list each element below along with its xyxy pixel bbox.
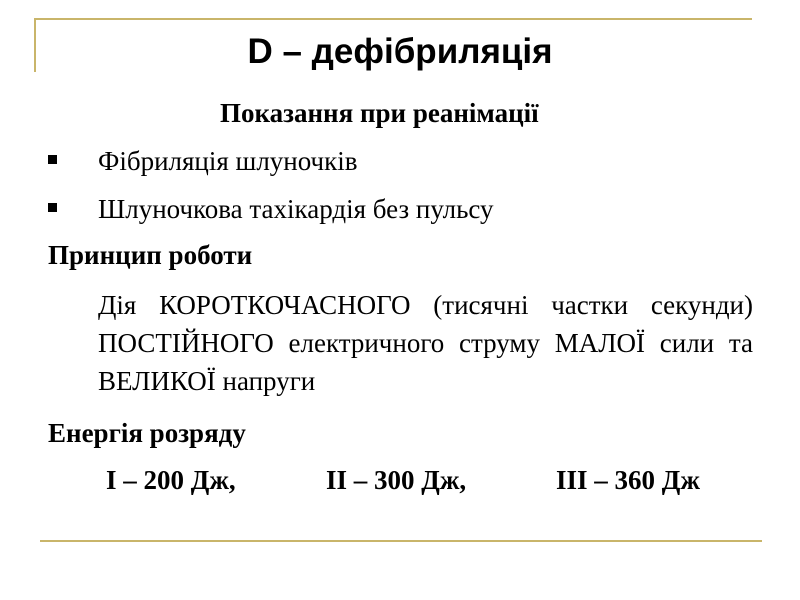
energy-heading: Енергія розряду — [48, 418, 246, 448]
indications-heading: Показання при реанімації — [220, 98, 539, 128]
bullet-item-text: Шлуночкова тахікардія без пульсу — [98, 194, 494, 224]
bottom-rule — [40, 540, 762, 542]
square-bullet-icon — [48, 203, 57, 212]
principle-heading: Принцип роботи — [48, 240, 253, 270]
energy-level-1: I – 200 Дж, — [106, 465, 236, 495]
square-bullet-icon — [48, 155, 57, 164]
top-rule-horizontal — [34, 18, 752, 20]
energy-level-2: II – 300 Дж, — [326, 465, 467, 495]
bullet-item-text: Фібриляція шлуночків — [98, 146, 358, 176]
energy-level-3: III – 360 Дж — [556, 465, 700, 495]
principle-text: Дія КОРОТКОЧАСНОГО (тисячні частки секунди) ПОСТІЙНОГО електричного струму МАЛОЇ сили та ВЕЛИКОЇ напруги — [98, 290, 753, 396]
slide-title: D – дефібриляція — [247, 32, 553, 71]
